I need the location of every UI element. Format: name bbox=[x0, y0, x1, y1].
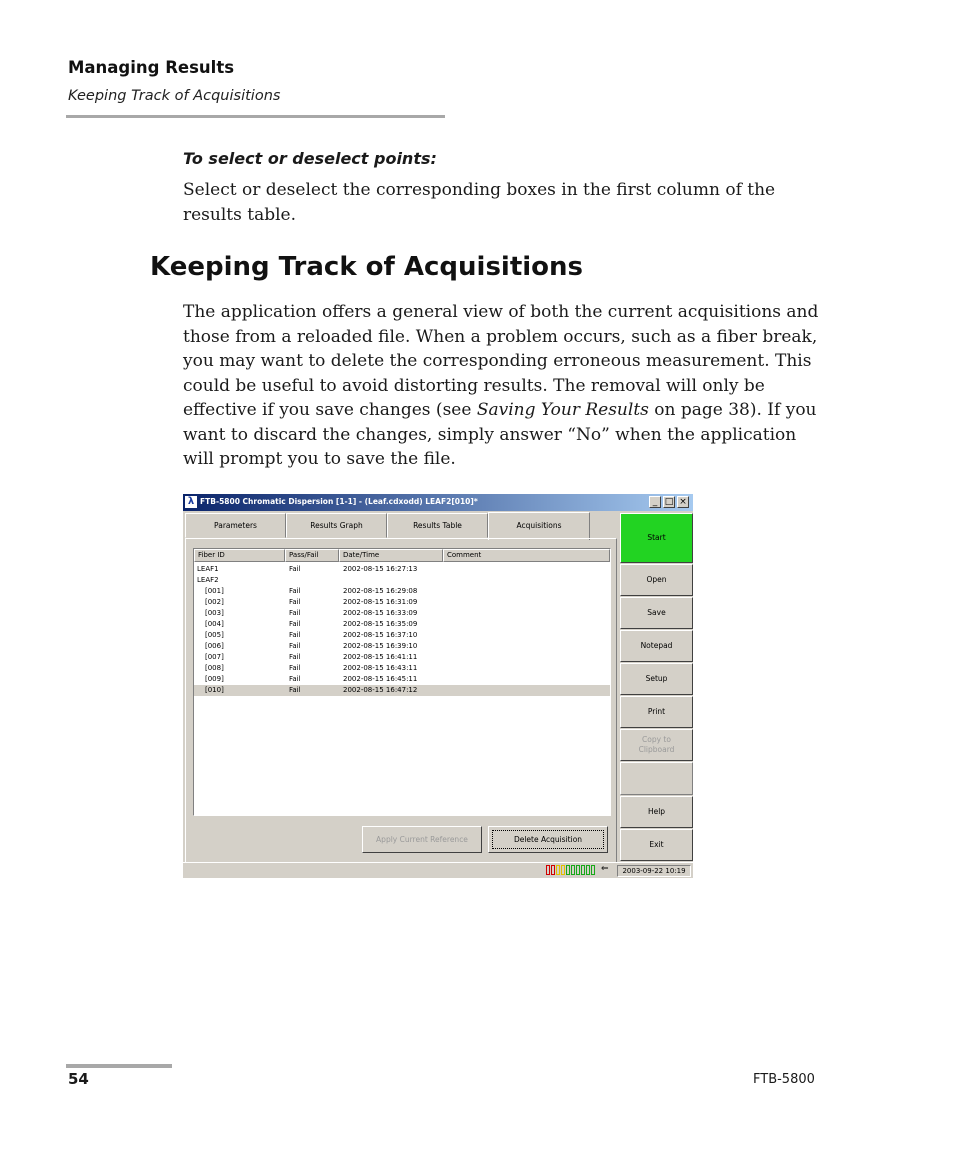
table-row[interactable] bbox=[194, 564, 610, 575]
fiber-id: [009] bbox=[205, 675, 224, 683]
delete-acquisition-button[interactable]: Delete Acquisition bbox=[488, 826, 608, 853]
pass-fail: Fail bbox=[289, 565, 301, 573]
chapter-title: Managing Results bbox=[68, 58, 235, 77]
fiber-id: [005] bbox=[205, 631, 224, 639]
table-row[interactable] bbox=[194, 597, 610, 608]
pass-fail: Fail bbox=[289, 675, 301, 683]
date-time: 2002-08-15 16:41:11 bbox=[343, 653, 418, 661]
table-row[interactable] bbox=[194, 630, 610, 641]
pass-fail: Fail bbox=[289, 631, 301, 639]
window-titlebar bbox=[183, 494, 693, 511]
pass-fail: Fail bbox=[289, 620, 301, 628]
tab-parameters[interactable]: Parameters bbox=[185, 513, 286, 538]
body-text-2: on page 38). If you want to discard the changes, simply answer “No” when the application will prompt you to save the file. bbox=[183, 400, 817, 469]
section-heading: Keeping Track of Acquisitions bbox=[150, 252, 584, 282]
fiber-id: [007] bbox=[205, 653, 224, 661]
running-section-title: Keeping Track of Acquisitions bbox=[68, 88, 281, 104]
table-row[interactable] bbox=[194, 652, 610, 663]
fiber-id: [006] bbox=[205, 642, 224, 650]
procedure-text: Select or deselect the corresponding boxes in the first column of the results table. bbox=[183, 180, 776, 225]
pass-fail: Fail bbox=[289, 642, 301, 650]
status-clock: 2003-09-22 10:19 bbox=[617, 865, 691, 877]
footer-rule bbox=[66, 1064, 172, 1068]
app-logo-icon: λ bbox=[185, 496, 197, 508]
help-button[interactable]: Help bbox=[620, 796, 693, 828]
save-button[interactable]: Save bbox=[620, 597, 693, 629]
fiber-id: [010] bbox=[205, 686, 224, 694]
table-row[interactable] bbox=[194, 674, 610, 685]
date-time: 2002-08-15 16:47:12 bbox=[343, 686, 418, 694]
column-header-comment[interactable]: Comment bbox=[443, 549, 610, 562]
fiber-id: [004] bbox=[205, 620, 224, 628]
column-header-date-time[interactable]: Date/Time bbox=[339, 549, 443, 562]
start-button[interactable]: Start bbox=[620, 513, 693, 563]
pass-fail: Fail bbox=[289, 664, 301, 672]
app-screenshot bbox=[183, 494, 693, 878]
window-title: FTB-5800 Chromatic Dispersion [1-1] - (Leaf.cdxodd) LEAF2[010]* bbox=[200, 497, 478, 506]
column-header-fiber-id[interactable]: Fiber ID bbox=[194, 549, 285, 562]
date-time: 2002-08-15 16:37:10 bbox=[343, 631, 418, 639]
tab-acquisitions[interactable]: Acquisitions bbox=[488, 512, 590, 540]
date-time: 2002-08-15 16:45:11 bbox=[343, 675, 418, 683]
exit-button[interactable]: Exit bbox=[620, 829, 693, 861]
column-header-pass-fail[interactable]: Pass/Fail bbox=[285, 549, 339, 562]
print-button[interactable]: Print bbox=[620, 696, 693, 728]
date-time: 2002-08-15 16:35:09 bbox=[343, 620, 418, 628]
fiber-id: LEAF2 bbox=[197, 576, 219, 584]
table-row[interactable] bbox=[194, 575, 610, 586]
fiber-id: [008] bbox=[205, 664, 224, 672]
date-time: 2002-08-15 16:27:13 bbox=[343, 565, 418, 573]
pass-fail: Fail bbox=[289, 686, 301, 694]
open-button[interactable]: Open bbox=[620, 564, 693, 596]
date-time: 2002-08-15 16:39:10 bbox=[343, 642, 418, 650]
header-rule bbox=[66, 115, 445, 118]
table-row[interactable] bbox=[194, 586, 610, 597]
tab-results-graph[interactable]: Results Graph bbox=[286, 513, 387, 538]
table-row[interactable] bbox=[194, 619, 610, 630]
procedure-heading: To select or deselect points: bbox=[183, 149, 437, 168]
body-paragraph bbox=[183, 300, 823, 472]
table-row[interactable] bbox=[194, 663, 610, 674]
date-time: 2002-08-15 16:43:11 bbox=[343, 664, 418, 672]
tab-results-table[interactable]: Results Table bbox=[387, 513, 488, 538]
maximize-button[interactable]: □ bbox=[664, 497, 674, 507]
notepad-button[interactable]: Notepad bbox=[620, 630, 693, 662]
battery-indicator-icon bbox=[546, 865, 595, 876]
fiber-id: [002] bbox=[205, 598, 224, 606]
date-time: 2002-08-15 16:29:08 bbox=[343, 587, 418, 595]
date-time: 2002-08-15 16:31:09 bbox=[343, 598, 418, 606]
minimize-button[interactable]: _ bbox=[649, 496, 661, 508]
table-row[interactable] bbox=[194, 608, 610, 619]
copy-to-clipboard-button[interactable]: Copy to Clipboard bbox=[620, 729, 693, 761]
pass-fail: Fail bbox=[289, 598, 301, 606]
date-time: 2002-08-15 16:33:09 bbox=[343, 609, 418, 617]
page-number: 54 bbox=[68, 1070, 89, 1088]
fiber-id: [001] bbox=[205, 587, 224, 595]
pass-fail: Fail bbox=[289, 653, 301, 661]
pass-fail: Fail bbox=[289, 609, 301, 617]
table-row-selected[interactable] bbox=[194, 685, 610, 696]
acquisitions-list[interactable] bbox=[193, 548, 611, 816]
apply-reference-button[interactable]: Apply Current Reference bbox=[362, 826, 482, 853]
fiber-id: LEAF1 bbox=[197, 565, 219, 573]
document-name: FTB-5800 bbox=[753, 1072, 815, 1087]
body-text-1: The application offers a general view of both the current acquisitions and those from a reloaded file. When a problem occurs, such as a fiber break, you may want to delete the corresponding erroneous measurement. This could be useful to avoid distorting results. The removal will only be effective if you save changes (see bbox=[183, 302, 819, 420]
pass-fail: Fail bbox=[289, 587, 301, 595]
setup-button[interactable]: Setup bbox=[620, 663, 693, 695]
close-button[interactable]: × bbox=[677, 496, 689, 508]
fiber-id: [003] bbox=[205, 609, 224, 617]
cross-reference-link[interactable]: Saving Your Results bbox=[476, 400, 649, 420]
power-plug-icon: ⇐ bbox=[601, 864, 609, 874]
status-bar bbox=[183, 862, 693, 878]
empty-button-slot bbox=[620, 762, 693, 795]
table-row[interactable] bbox=[194, 641, 610, 652]
